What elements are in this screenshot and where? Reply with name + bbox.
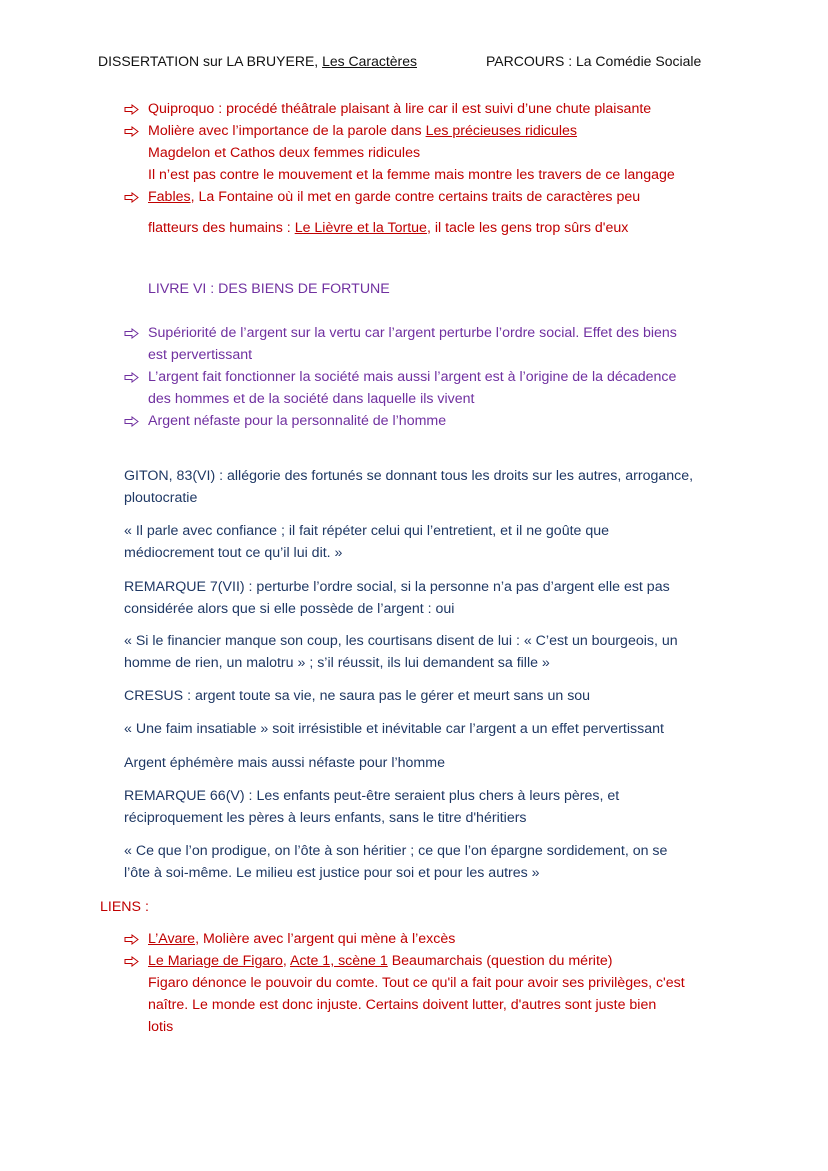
liens-heading: LIENS : bbox=[100, 899, 149, 915]
line: considérée alors que si elle possède de l’argent : oui bbox=[124, 601, 455, 617]
livre-heading: LIVRE VI : DES BIENS DE FORTUNE bbox=[148, 281, 390, 297]
arrow-right-icon bbox=[124, 410, 142, 432]
bullet-moliere-line3: Il n’est pas contre le mouvement et la femme mais montre les travers de ce langage bbox=[148, 167, 675, 183]
work-title: Le Mariage de Figaro bbox=[148, 953, 283, 969]
quote-1 bbox=[124, 520, 744, 564]
arrow-right-icon bbox=[124, 186, 142, 208]
bullet-text-rest: Beaumarchais (question du mérite) bbox=[387, 953, 613, 969]
quote-4 bbox=[124, 840, 744, 884]
bullet-text-rest: , Molière avec l’argent qui mène à l’excès bbox=[195, 931, 456, 947]
line: homme de rien, un malotru » ; s’il réussit, ils lui demandent sa fille » bbox=[124, 655, 550, 671]
bullet-text-rest: , La Fontaine où il met en garde contre certains traits de caractères peu bbox=[190, 189, 641, 205]
line-prefix: flatteurs des humains : bbox=[148, 220, 295, 236]
bullet-text: Supériorité de l’argent sur la vertu car l’argent perturbe l’ordre social. Effet des biens bbox=[148, 325, 677, 341]
bullet-text: L’argent fait fonctionner la société mais aussi l’argent est à l’origine de la décadence bbox=[148, 369, 677, 385]
line: REMARQUE 7(VII) : perturbe l’ordre social, si la personne n’a pas d’argent elle est pas bbox=[124, 579, 670, 595]
arrow-right-icon bbox=[124, 950, 142, 972]
quote-3: « Une faim insatiable » soit irrésistible et inévitable car l’argent a un effet pervertissant bbox=[124, 721, 664, 737]
bullet-text-prefix: Molière avec l’importance de la parole dans bbox=[148, 123, 426, 139]
line: réciproquement les pères à leurs enfants, sans le titre d'héritiers bbox=[124, 810, 527, 826]
header-left bbox=[98, 50, 417, 72]
bullet-text bbox=[148, 950, 748, 972]
work-title: Fables bbox=[148, 189, 191, 205]
work-title: Les précieuses ridicules bbox=[425, 123, 578, 139]
bullet-text bbox=[148, 928, 748, 950]
arrow-right-icon bbox=[124, 928, 142, 950]
work-title: Le Lièvre et la Tortue bbox=[294, 220, 427, 236]
remarque-66 bbox=[124, 785, 744, 829]
bullet-moliere-line2: Magdelon et Cathos deux femmes ridicules bbox=[148, 145, 421, 161]
bullet-text bbox=[148, 120, 748, 142]
arrow-right-icon bbox=[124, 120, 142, 142]
line: « Il parle avec confiance ; il fait répéter celui qui l’entretient, et il ne goûte que bbox=[124, 523, 610, 539]
header-left-prefix: DISSERTATION sur LA BRUYERE, bbox=[98, 53, 323, 69]
remarque-7 bbox=[124, 576, 744, 620]
line: « Si le financier manque son coup, les courtisans disent de lui : « C’est un bourgeois, un bbox=[124, 633, 678, 649]
line: GITON, 83(VI) : allégorie des fortunés se donnant tous les droits sur les autres, arrogance, bbox=[124, 468, 694, 484]
line: ploutocratie bbox=[124, 490, 198, 506]
bullet-fables-line2 bbox=[148, 217, 628, 239]
bullet-figaro-line4: lotis bbox=[148, 1019, 174, 1035]
giton-paragraph bbox=[124, 465, 744, 509]
arrow-right-icon bbox=[124, 322, 142, 344]
line-rest: , il tacle les gens trop sûrs d'eux bbox=[426, 220, 629, 236]
line: « Ce que l’on prodigue, on l’ôte à son héritier ; ce que l’on épargne sordidement, on se bbox=[124, 843, 668, 859]
arrow-right-icon bbox=[124, 366, 142, 388]
header-left-title: Les Caractères bbox=[322, 53, 417, 69]
ephemere-paragraph: Argent éphémère mais aussi néfaste pour l’homme bbox=[124, 755, 445, 771]
bullet-figaro-line2: Figaro dénonce le pouvoir du comte. Tout ce qu'il a fait pour avoir ses privilèges, c'est bbox=[148, 975, 685, 991]
arrow-right-icon bbox=[124, 98, 142, 120]
bullet-superiorite-line2: est pervertissant bbox=[148, 347, 253, 363]
header-right: PARCOURS : La Comédie Sociale bbox=[486, 53, 702, 69]
cresus-paragraph: CRESUS : argent toute sa vie, ne saura pas le gérer et meurt sans un sou bbox=[124, 688, 591, 704]
quote-2 bbox=[124, 630, 744, 674]
bullet-text bbox=[148, 186, 748, 208]
work-title: L’Avare bbox=[148, 931, 196, 947]
bullet-text: Quiproquo : procédé théâtrale plaisant à lire car il est suivi d’une chute plaisante bbox=[148, 101, 652, 117]
bullet-figaro-line3: naître. Le monde est donc injuste. Certains doivent lutter, d'autres sont juste bien bbox=[148, 997, 657, 1013]
line: l’ôte à soi-même. Le milieu est justice pour soi et pour les autres » bbox=[124, 865, 540, 881]
separator: , bbox=[282, 953, 290, 969]
line: REMARQUE 66(V) : Les enfants peut-être seraient plus chers à leurs pères, et bbox=[124, 788, 620, 804]
scene-title: Acte 1, scène 1 bbox=[289, 953, 388, 969]
line: médiocrement tout ce qu’il lui dit. » bbox=[124, 545, 343, 561]
bullet-societe-line2: des hommes et de la société dans laquelle ils vivent bbox=[148, 391, 475, 407]
bullet-text: Argent néfaste pour la personnalité de l’homme bbox=[148, 413, 447, 429]
